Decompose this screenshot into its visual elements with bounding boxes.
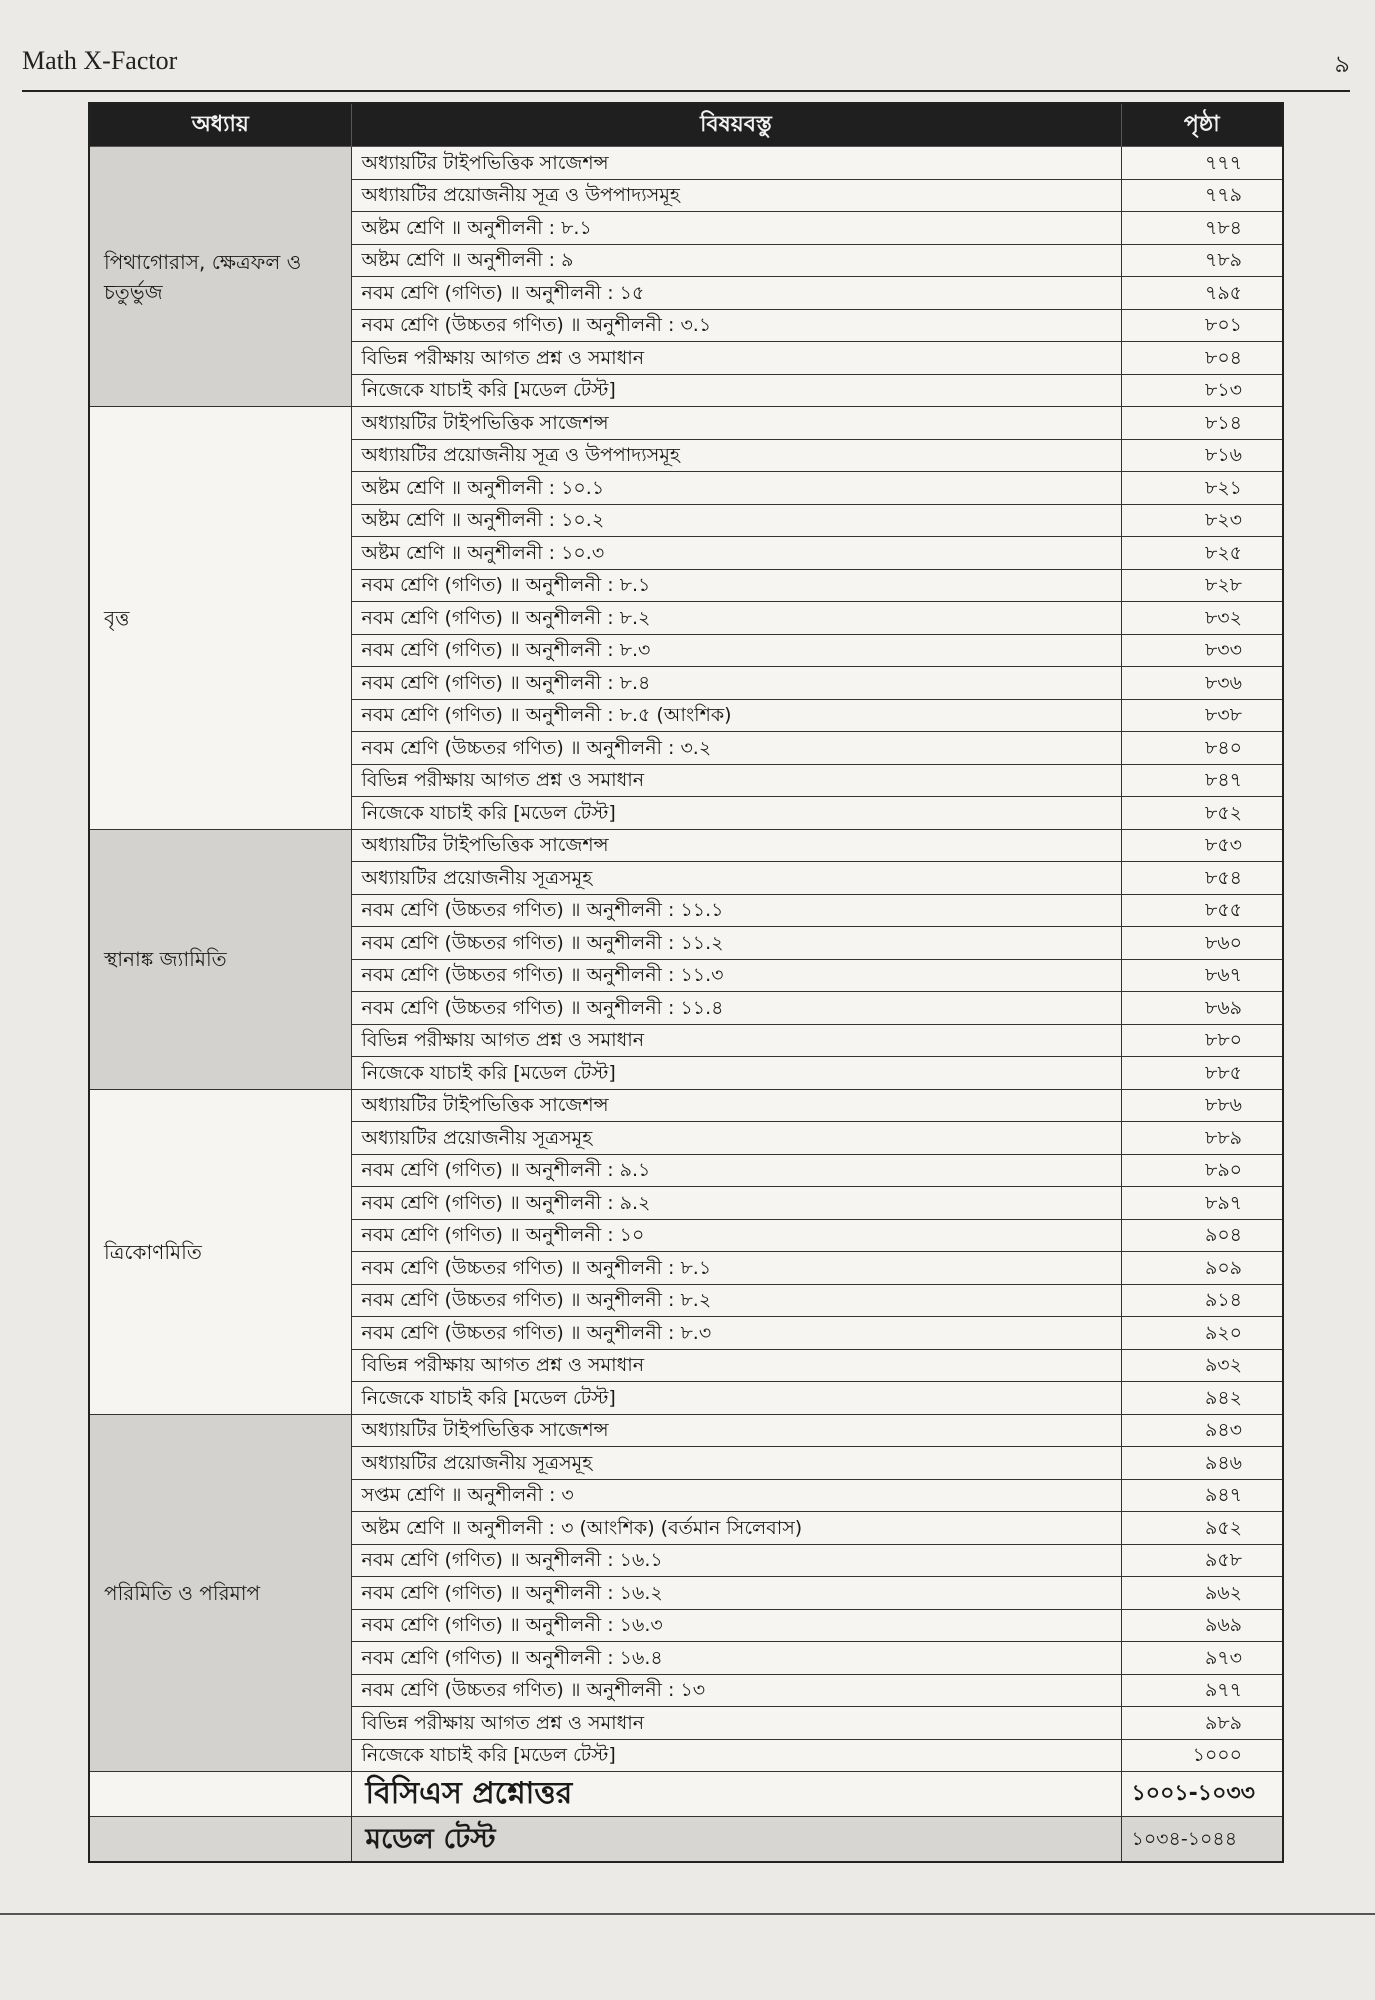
table-body (89, 147, 1283, 1863)
topic-cell: নবম শ্রেণি (গণিত) ॥ অনুশীলনী : ১৬.৩ (351, 1609, 1121, 1642)
topic-cell: বিভিন্ন পরীক্ষায় আগত প্রশ্ন ও সমাধান (351, 764, 1121, 797)
page-number-cell: ৮৬০ (1121, 927, 1283, 960)
page-number-cell: ৮০৪ (1121, 342, 1283, 375)
bcs-row (89, 1772, 1283, 1817)
bcs-title: বিসিএস প্রশ্নোত্তর (351, 1772, 1121, 1817)
topic-cell: নবম শ্রেণি (গণিত) ॥ অনুশীলনী : ১৬.২ (351, 1577, 1121, 1610)
topic-cell: নবম শ্রেণি (উচ্চতর গণিত) ॥ অনুশীলনী : ১১.১ (351, 894, 1121, 927)
page-number-cell: ৮৯০ (1121, 1154, 1283, 1187)
page-number-cell: ৯৭৭ (1121, 1674, 1283, 1707)
topic-cell: অধ্যায়টির প্রয়োজনীয় সূত্রসমূহ (351, 862, 1121, 895)
page-header (22, 44, 1350, 92)
topic-cell: নবম শ্রেণি (গণিত) ॥ অনুশীলনী : ৯.২ (351, 1187, 1121, 1220)
footer-rule (0, 1913, 1375, 1915)
topic-cell: নবম শ্রেণি (উচ্চতর গণিত) ॥ অনুশীলনী : ৩.১ (351, 309, 1121, 342)
page-number-cell: ৮১৩ (1121, 374, 1283, 407)
page-number-cell: ৯৩২ (1121, 1349, 1283, 1382)
topic-cell: নবম শ্রেণি (উচ্চতর গণিত) ॥ অনুশীলনী : ৩.২ (351, 732, 1121, 765)
topic-cell: অধ্যায়টির টাইপভিত্তিক সাজেশন্স (351, 1414, 1121, 1447)
topic-cell: অষ্টম শ্রেণি ॥ অনুশীলনী : ১০.২ (351, 504, 1121, 537)
topic-cell: বিভিন্ন পরীক্ষায় আগত প্রশ্ন ও সমাধান (351, 1024, 1121, 1057)
page-number-cell: ৯৪৩ (1121, 1414, 1283, 1447)
page-number-cell: ৯০৯ (1121, 1252, 1283, 1285)
page-number-cell: ৯০৪ (1121, 1219, 1283, 1252)
topic-cell: নবম শ্রেণি (গণিত) ॥ অনুশীলনী : ৮.৪ (351, 667, 1121, 700)
chapter-name-cell: পরিমিতি ও পরিমাপ (89, 1414, 351, 1772)
table-row (89, 1089, 1283, 1122)
topic-cell: অষ্টম শ্রেণি ॥ অনুশীলনী : ৯ (351, 244, 1121, 277)
topic-cell: নিজেকে যাচাই করি [মডেল টেস্ট] (351, 797, 1121, 830)
topic-cell: সপ্তম শ্রেণি ॥ অনুশীলনী : ৩ (351, 1479, 1121, 1512)
topic-cell: অষ্টম শ্রেণি ॥ অনুশীলনী : ১০.৩ (351, 537, 1121, 570)
model-test-page-range: ১০৩৪-১০৪৪ (1121, 1817, 1283, 1863)
page-number-cell: ৯৭৩ (1121, 1642, 1283, 1675)
topic-cell: নবম শ্রেণি (গণিত) ॥ অনুশীলনী : ১৬.৪ (351, 1642, 1121, 1675)
table-row (89, 147, 1283, 180)
topic-cell: নবম শ্রেণি (উচ্চতর গণিত) ॥ অনুশীলনী : ৮.২ (351, 1284, 1121, 1317)
topic-cell: নবম শ্রেণি (গণিত) ॥ অনুশীলনী : ৮.১ (351, 569, 1121, 602)
topic-cell: অধ্যায়টির প্রয়োজনীয় সূত্রসমূহ (351, 1122, 1121, 1155)
topic-cell: অষ্টম শ্রেণি ॥ অনুশীলনী : ৩ (আংশিক) (বর্তমান সিলেবাস) (351, 1512, 1121, 1545)
topic-cell: নবম শ্রেণি (গণিত) ॥ অনুশীলনী : ৮.২ (351, 602, 1121, 635)
column-header-chapter: অধ্যায় (89, 103, 351, 147)
topic-cell: নবম শ্রেণি (গণিত) ॥ অনুশীলনী : ৯.১ (351, 1154, 1121, 1187)
topic-cell: নবম শ্রেণি (গণিত) ॥ অনুশীলনী : ৮.৫ (আংশিক) (351, 699, 1121, 732)
page-number-cell: ৮৮০ (1121, 1024, 1283, 1057)
page-number-cell: ৯২০ (1121, 1317, 1283, 1350)
topic-cell: অধ্যায়টির টাইপভিত্তিক সাজেশন্স (351, 147, 1121, 180)
page-number-cell: ৯৫২ (1121, 1512, 1283, 1545)
page-number-cell: ৮৫৩ (1121, 829, 1283, 862)
page-number-cell: ৯১৪ (1121, 1284, 1283, 1317)
topic-cell: নবম শ্রেণি (গণিত) ॥ অনুশীলনী : ১৬.১ (351, 1544, 1121, 1577)
topic-cell: নিজেকে যাচাই করি [মডেল টেস্ট] (351, 374, 1121, 407)
chapter-name-cell: ত্রিকোণমিতি (89, 1089, 351, 1414)
page-number-cell: ৮৯৭ (1121, 1187, 1283, 1220)
page-number-cell: ৯৪৭ (1121, 1479, 1283, 1512)
chapter-name-cell: স্থানাঙ্ক জ্যামিতি (89, 829, 351, 1089)
page-number-cell: ৮৫৪ (1121, 862, 1283, 895)
topic-cell: নিজেকে যাচাই করি [মডেল টেস্ট] (351, 1739, 1121, 1772)
page-number-cell: ৯৪২ (1121, 1382, 1283, 1415)
table-row (89, 407, 1283, 440)
column-header-page: পৃষ্ঠা (1121, 103, 1283, 147)
topic-cell: নবম শ্রেণি (উচ্চতর গণিত) ॥ অনুশীলনী : ১১.৪ (351, 992, 1121, 1025)
topic-cell: নবম শ্রেণি (উচ্চতর গণিত) ॥ অনুশীলনী : ৮.১ (351, 1252, 1121, 1285)
topic-cell: নবম শ্রেণি (উচ্চতর গণিত) ॥ অনুশীলনী : ১১.২ (351, 927, 1121, 960)
topic-cell: অধ্যায়টির প্রয়োজনীয় সূত্র ও উপপাদ্যসমূহ (351, 179, 1121, 212)
page-number-cell: ৭৯৫ (1121, 277, 1283, 310)
page-number-cell: ৯৮৯ (1121, 1707, 1283, 1740)
page-number-cell: ৮০১ (1121, 309, 1283, 342)
topic-cell: অধ্যায়টির টাইপভিত্তিক সাজেশন্স (351, 1089, 1121, 1122)
page-number-cell: ৮৮৬ (1121, 1089, 1283, 1122)
chapter-name-cell: পিথাগোরাস, ক্ষেত্রফল ও চতুর্ভুজ (89, 147, 351, 407)
page-number-cell: ৮৫২ (1121, 797, 1283, 830)
table-row (89, 829, 1283, 862)
topic-cell: নবম শ্রেণি (উচ্চতর গণিত) ॥ অনুশীলনী : ৮.৩ (351, 1317, 1121, 1350)
topic-cell: নবম শ্রেণি (গণিত) ॥ অনুশীলনী : ১৫ (351, 277, 1121, 310)
page-number-cell: ৭৭৭ (1121, 147, 1283, 180)
page-number-cell: ৭৭৯ (1121, 179, 1283, 212)
topic-cell: বিভিন্ন পরীক্ষায় আগত প্রশ্ন ও সমাধান (351, 342, 1121, 375)
topic-cell: অধ্যায়টির প্রয়োজনীয় সূত্রসমূহ (351, 1447, 1121, 1480)
page-number-cell: ৮৫৫ (1121, 894, 1283, 927)
table-of-contents (88, 102, 1284, 1863)
page-number-cell: ৯৪৬ (1121, 1447, 1283, 1480)
empty-chapter-cell (89, 1817, 351, 1863)
page-number-cell: ৮৩৮ (1121, 699, 1283, 732)
topic-cell: অধ্যায়টির প্রয়োজনীয় সূত্র ও উপপাদ্যসমূহ (351, 439, 1121, 472)
page-number-cell: ৭৮৪ (1121, 212, 1283, 245)
topic-cell: নিজেকে যাচাই করি [মডেল টেস্ট] (351, 1382, 1121, 1415)
page-number-cell: ৯৫৮ (1121, 1544, 1283, 1577)
page-number-cell: ৯৬২ (1121, 1577, 1283, 1610)
page-number-cell: ৮২৩ (1121, 504, 1283, 537)
topic-cell: নবম শ্রেণি (উচ্চতর গণিত) ॥ অনুশীলনী : ১১.৩ (351, 959, 1121, 992)
page-number-cell: ৮৬৯ (1121, 992, 1283, 1025)
column-header-content: বিষয়বস্তু (351, 103, 1121, 147)
topic-cell: নবম শ্রেণি (উচ্চতর গণিত) ॥ অনুশীলনী : ১৩ (351, 1674, 1121, 1707)
page-number-cell: ৮২৮ (1121, 569, 1283, 602)
book-title: Math X-Factor (22, 46, 178, 75)
topic-cell: বিভিন্ন পরীক্ষায় আগত প্রশ্ন ও সমাধান (351, 1349, 1121, 1382)
topic-cell: অষ্টম শ্রেণি ॥ অনুশীলনী : ৮.১ (351, 212, 1121, 245)
topic-cell: অধ্যায়টির টাইপভিত্তিক সাজেশন্স (351, 829, 1121, 862)
page-number-cell: ৮৩৬ (1121, 667, 1283, 700)
page-number-cell: ৮৬৭ (1121, 959, 1283, 992)
model-test-row (89, 1817, 1283, 1863)
page-number-cell: ৮২৫ (1121, 537, 1283, 570)
page-number-cell: ৮৩২ (1121, 602, 1283, 635)
model-test-title: মডেল টেস্ট (351, 1817, 1121, 1863)
empty-chapter-cell (89, 1772, 351, 1817)
topic-cell: নবম শ্রেণি (গণিত) ॥ অনুশীলনী : ১০ (351, 1219, 1121, 1252)
page-number-cell: ৮১৪ (1121, 407, 1283, 440)
topic-cell: অষ্টম শ্রেণি ॥ অনুশীলনী : ১০.১ (351, 472, 1121, 505)
page-number-cell: ১০০০ (1121, 1739, 1283, 1772)
page-number-cell: ৮৪০ (1121, 732, 1283, 765)
page-number-cell: ৭৮৯ (1121, 244, 1283, 277)
topic-cell: নবম শ্রেণি (গণিত) ॥ অনুশীলনী : ৮.৩ (351, 634, 1121, 667)
topic-cell: নিজেকে যাচাই করি [মডেল টেস্ট] (351, 1057, 1121, 1090)
topic-cell: বিভিন্ন পরীক্ষায় আগত প্রশ্ন ও সমাধান (351, 1707, 1121, 1740)
page-number-cell: ৮৮৯ (1121, 1122, 1283, 1155)
page-number-cell: ৯৬৯ (1121, 1609, 1283, 1642)
table-row (89, 1414, 1283, 1447)
page-number-cell: ৮৩৩ (1121, 634, 1283, 667)
page-number-cell: ৮২১ (1121, 472, 1283, 505)
chapter-name-cell: বৃত্ত (89, 407, 351, 830)
page-number-cell: ৮৪৭ (1121, 764, 1283, 797)
page-number: ৯ (1334, 50, 1350, 78)
bcs-page-range: ১০০১-১০৩৩ (1121, 1772, 1283, 1817)
page-number-cell: ৮১৬ (1121, 439, 1283, 472)
table-header-row (89, 103, 1283, 147)
page-number-cell: ৮৮৫ (1121, 1057, 1283, 1090)
topic-cell: অধ্যায়টির টাইপভিত্তিক সাজেশন্স (351, 407, 1121, 440)
